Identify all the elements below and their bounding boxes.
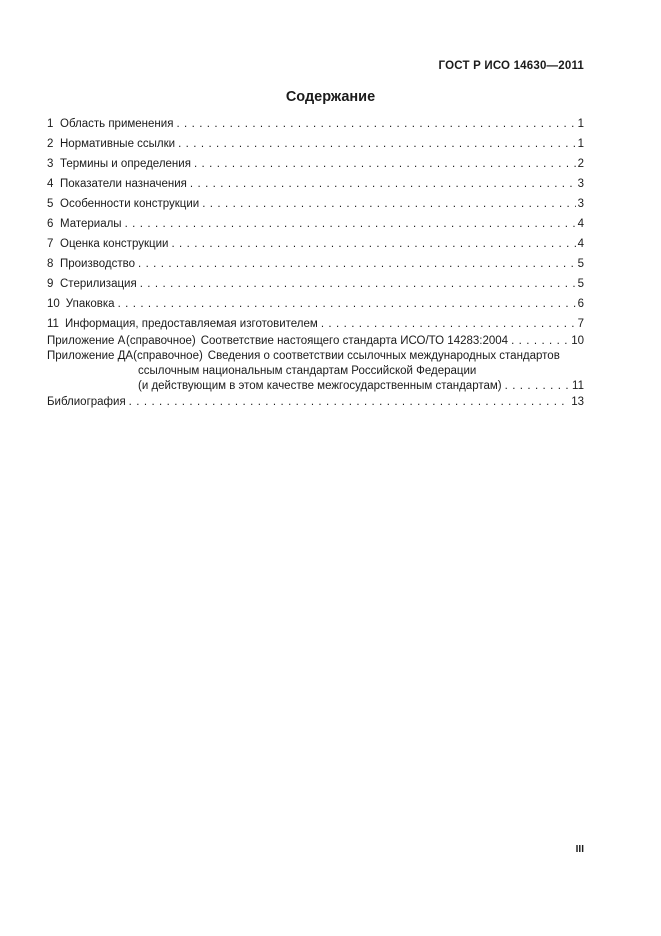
dot-leader [118, 294, 576, 314]
toc-entry-title: Материалы [60, 218, 122, 230]
toc-entry [47, 314, 584, 334]
annex-da-title-line2: ссылочным национальным стандартам Российской Федерации [138, 365, 477, 377]
dot-leader [178, 134, 576, 154]
toc-entry-title: Информация, предоставляемая изготовителем [64, 318, 318, 330]
toc-entry-number: 3 [47, 158, 54, 170]
annex-da-label: Приложение ДА [47, 350, 134, 362]
toc-entry-title: Упаковка [65, 298, 115, 310]
toc-entry-number: 6 [47, 218, 54, 230]
toc-entry-page: 3 [577, 198, 584, 210]
toc-entry-title: Оценка конструкции [60, 238, 169, 250]
toc-entry [47, 154, 584, 174]
toc-entry-bibliography [47, 395, 584, 410]
annex-a-page: 10 [571, 335, 584, 347]
toc-entry [47, 214, 584, 234]
toc-entry-page: 1 [577, 138, 584, 150]
bibliography-page: 13 [571, 396, 584, 408]
toc-entry-title: Особенности конструкции [60, 198, 200, 210]
annex-da-title-line1: Сведения о соответствии ссылочных международных стандартов [207, 350, 560, 362]
page-number: III [575, 844, 584, 855]
toc-entry-number: 4 [47, 178, 54, 190]
dot-leader [125, 214, 576, 234]
dot-leader [140, 274, 576, 294]
toc-entry-number: 7 [47, 238, 54, 250]
toc-bibliography [47, 395, 584, 410]
toc-chapters [47, 114, 584, 334]
annex-da-title-line3: (и действующим в этом качестве межгосударственным стандартам) [138, 380, 502, 392]
standard-designation: ГОСТ Р ИСО 14630—2011 [438, 60, 584, 72]
toc-entry [47, 294, 584, 314]
toc-entry [47, 234, 584, 254]
toc-entry [47, 194, 584, 214]
bibliography-title: Библиография [47, 396, 126, 408]
toc-entry-page: 4 [577, 218, 584, 230]
dot-leader [511, 334, 569, 349]
annex-da-page: 11 [572, 380, 584, 392]
toc-entry-number: 9 [47, 278, 54, 290]
table-of-contents [47, 114, 584, 410]
dot-leader [190, 174, 576, 194]
annex-a-title: Соответствие настоящего стандарта ИСО/ТО 14283:2004 [200, 335, 509, 347]
toc-entry-page: 7 [577, 318, 584, 330]
toc-entry-number: 5 [47, 198, 54, 210]
toc-entry [47, 274, 584, 294]
toc-entry-page: 4 [577, 238, 584, 250]
toc-entry-title: Производство [60, 258, 135, 270]
toc-entry-annex-da [47, 349, 584, 364]
dot-leader [138, 254, 576, 274]
dot-leader [202, 194, 575, 214]
toc-entry-number: 10 [47, 298, 60, 310]
page-title: Содержание [285, 89, 376, 105]
toc-entry [47, 114, 584, 134]
dot-leader [171, 234, 575, 254]
toc-entry-page: 2 [577, 158, 584, 170]
toc-entry-page: 1 [577, 118, 584, 130]
annex-da-note: (справочное) [133, 350, 203, 362]
annex-a-note: (справочное) [126, 335, 196, 347]
toc-entry-annex-a [47, 334, 584, 349]
dot-leader [505, 379, 570, 394]
dot-leader [176, 114, 575, 134]
annex-da-title-line3-row [47, 379, 584, 394]
toc-entry-number: 2 [47, 138, 54, 150]
toc-annexes [47, 334, 584, 394]
annex-a-label: Приложение А [47, 335, 126, 347]
toc-entry-number: 11 [47, 318, 59, 330]
toc-entry-title: Область применения [60, 118, 174, 130]
dot-leader [129, 395, 570, 410]
toc-entry [47, 134, 584, 154]
dot-leader [194, 154, 576, 174]
toc-entry-title: Стерилизация [60, 278, 137, 290]
toc-entry-number: 1 [47, 118, 54, 130]
toc-entry-title: Термины и определения [60, 158, 191, 170]
toc-entry [47, 174, 584, 194]
toc-entry-page: 5 [577, 258, 584, 270]
toc-entry-title: Нормативные ссылки [60, 138, 176, 150]
toc-entry-title: Показатели назначения [60, 178, 187, 190]
toc-entry-page: 5 [577, 278, 584, 290]
toc-entry-page: 3 [577, 178, 584, 190]
toc-entry-page: 6 [577, 298, 584, 310]
toc-entry-number: 8 [47, 258, 54, 270]
dot-leader [321, 314, 576, 334]
toc-entry [47, 254, 584, 274]
